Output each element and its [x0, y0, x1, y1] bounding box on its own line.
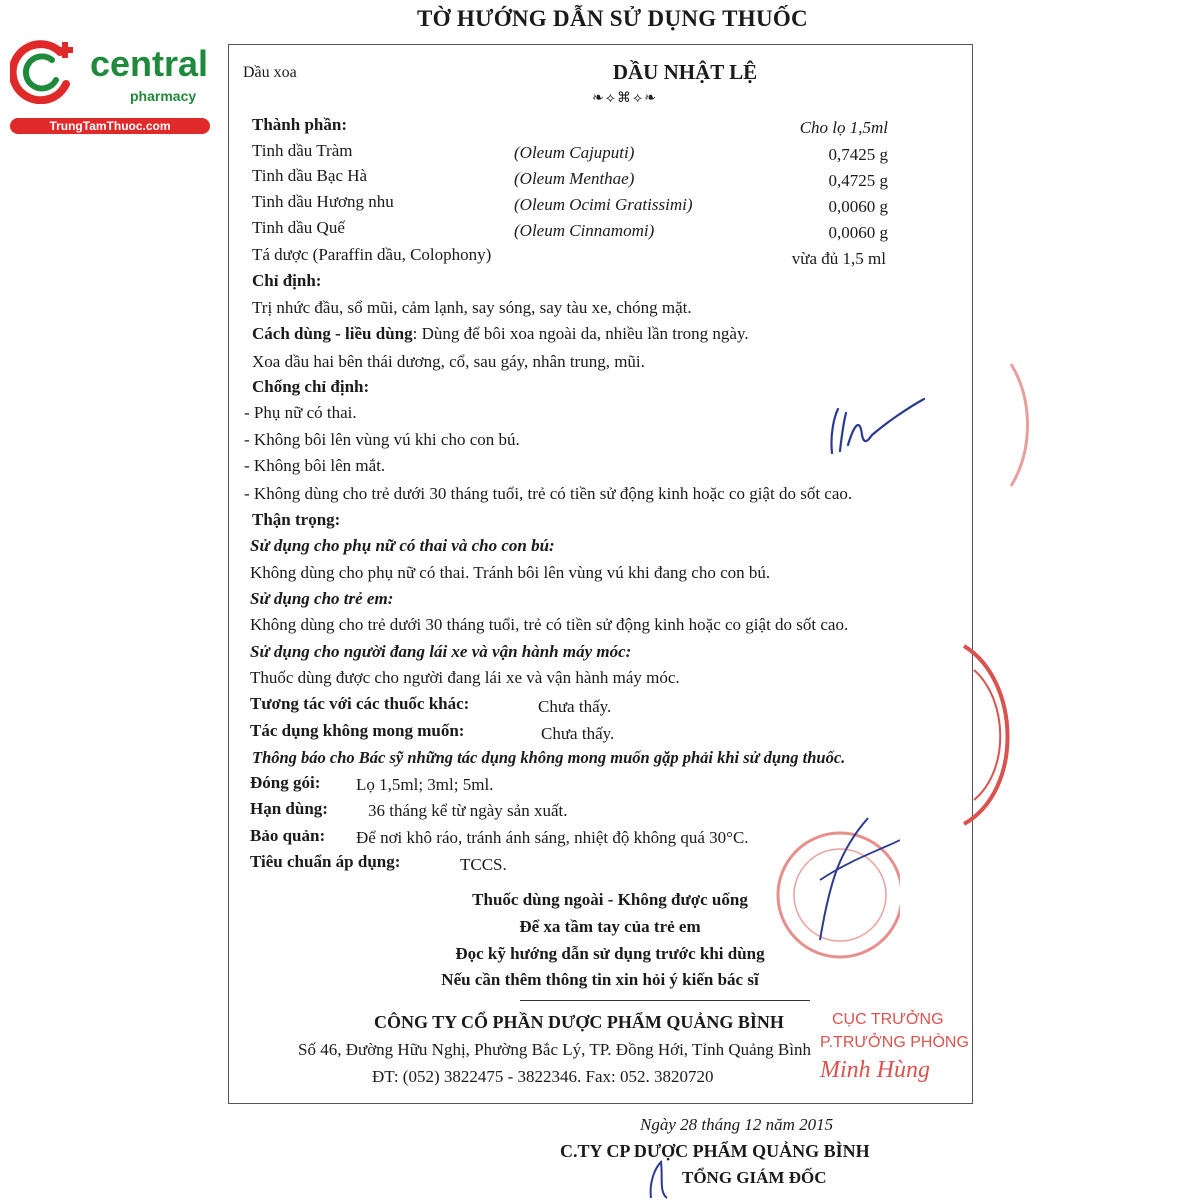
indication-heading: Chỉ định:	[252, 271, 322, 290]
caution-driving-text: Thuốc dùng được cho người đang lái xe và vận hành máy móc.	[250, 668, 680, 687]
title-ornament: ❧⟡⌘⟡❧	[592, 91, 658, 106]
caution-heading: Thận trọng:	[252, 510, 341, 529]
standard-label: Tiêu chuẩn áp dụng:	[250, 852, 401, 871]
document-category: Dầu xoa	[243, 64, 297, 81]
handwritten-signature	[820, 395, 930, 465]
side-effect-value: Chưa thấy.	[541, 724, 615, 743]
excipient-name: Tá dược (Paraffin dầu, Colophony)	[252, 245, 492, 264]
contraindication-heading: Chống chỉ định:	[252, 377, 370, 396]
footer-signature	[645, 1158, 685, 1200]
caution-pregnancy-text: Không dùng cho phụ nữ có thai. Tránh bôi lên vùng vú khi đang cho con bú.	[250, 563, 771, 582]
stamp-edge-fragment	[1005, 360, 1035, 490]
usage-heading: Cách dùng - liều dùng	[252, 324, 413, 343]
warning-line: Nếu cần thêm thông tin xin hỏi ý kiến bác sĩ	[441, 970, 759, 989]
central-pharmacy-logo-icon	[10, 38, 80, 104]
company-name: CÔNG TY CỔ PHẦN DƯỢC PHẨM QUẢNG BÌNH	[374, 1012, 784, 1032]
usage-text: : Dùng để bôi xoa ngoài da, nhiều lần trong ngày.	[412, 324, 749, 343]
ingredient-name: Tinh dầu Quế	[252, 218, 345, 237]
logo-brand: central	[90, 43, 209, 84]
logo[interactable]	[10, 38, 215, 138]
logo-subtitle: pharmacy	[130, 88, 197, 104]
composition-per-unit: Cho lọ 1,5ml	[799, 118, 888, 137]
footer-company: C.TY CP DƯỢC PHẨM QUẢNG BÌNH	[560, 1141, 870, 1161]
ingredient-name: Tinh dầu Hương nhu	[252, 192, 394, 211]
notify-doctor-text: Thông báo cho Bác sỹ những tác dụng không mong muốn gặp phải khi sử dụng thuốc.	[252, 748, 846, 767]
warning-line: Đọc kỹ hướng dẫn sử dụng trước khi dùng	[455, 944, 765, 963]
ingredient-amount: 0,0060 g	[828, 223, 888, 242]
warning-line: Để xa tầm tay của trẻ em	[519, 917, 701, 936]
excipient-amount: vừa đủ 1,5 ml	[791, 249, 886, 268]
footer-date: Ngày 28 tháng 12 năm 2015	[640, 1115, 834, 1134]
packing-label: Đóng gói:	[250, 773, 321, 792]
ingredient-latin: (Oleum Cajuputi)	[514, 143, 635, 162]
expiry-label: Hạn dùng:	[250, 799, 328, 818]
ingredient-latin: (Oleum Ocimi Gratissimi)	[514, 195, 693, 214]
page-title: TỜ HƯỚNG DẪN SỬ DỤNG THUỐC	[417, 6, 808, 31]
usage-text-2: Xoa dầu hai bên thái dương, cổ, sau gáy, nhân trung, mũi.	[252, 352, 645, 371]
packing-value: Lọ 1,5ml; 3ml; 5ml.	[356, 775, 494, 794]
product-title: DẦU NHẬT LỆ	[612, 60, 758, 84]
footer-role: TỔNG GIÁM ĐỐC	[682, 1168, 827, 1187]
contraindication-item: - Phụ nữ có thai.	[244, 403, 357, 422]
storage-value: Để nơi khô ráo, tránh ánh sáng, nhiệt độ không quá 30°C.	[356, 828, 749, 847]
interaction-value: Chưa thấy.	[538, 697, 612, 716]
warning-underline	[520, 1000, 810, 1001]
ingredient-amount: 0,4725 g	[828, 171, 888, 190]
stamp-title-1: CỤC TRƯỞNG	[832, 1011, 944, 1028]
contraindication-item: - Không dùng cho trẻ dưới 30 tháng tuổi, trẻ có tiền sử động kinh hoặc co giật do sốt cao.	[244, 484, 853, 503]
contraindication-item: - Không bôi lên mắt.	[244, 456, 386, 475]
stamp-title-2: P.TRƯỞNG PHÒNG	[820, 1034, 969, 1051]
ingredient-name: Tinh dầu Bạc Hà	[252, 166, 368, 185]
company-contact: ĐT: (052) 3822475 - 3822346. Fax: 052. 3820720	[372, 1067, 714, 1086]
contraindication-item: - Không bôi lên vùng vú khi cho con bú.	[244, 430, 520, 449]
ingredient-name: Tinh dầu Tràm	[252, 141, 353, 160]
composition-heading: Thành phần:	[252, 115, 347, 134]
caution-children-text: Không dùng cho trẻ dưới 30 tháng tuổi, trẻ có tiền sử động kinh hoặc co giật do sốt cao.	[250, 615, 849, 634]
caution-driving-heading: Sử dụng cho người đang lái xe và vận hành máy móc:	[250, 642, 632, 661]
side-effect-label: Tác dụng không mong muốn:	[250, 721, 465, 740]
indication-text: Trị nhức đầu, sổ mũi, cảm lạnh, say sóng, say tàu xe, chóng mặt.	[252, 298, 692, 317]
ingredient-amount: 0,0060 g	[828, 197, 888, 216]
expiry-value: 36 tháng kể từ ngày sản xuất.	[368, 801, 568, 820]
caution-children-heading: Sử dụng cho trẻ em:	[250, 589, 394, 608]
ingredient-amount: 0,7425 g	[828, 145, 888, 164]
storage-label: Bảo quản:	[250, 826, 326, 845]
warning-line: Thuốc dùng ngoài - Không được uống	[472, 890, 748, 909]
stamp-signer-name: Minh Hùng	[820, 1057, 930, 1083]
interaction-label: Tương tác với các thuốc khác:	[250, 694, 470, 713]
logo-site-badge[interactable]: TrungTamThuoc.com	[10, 118, 210, 134]
ingredient-latin: (Oleum Menthae)	[514, 169, 635, 188]
ingredient-latin: (Oleum Cinnamomi)	[514, 221, 655, 240]
company-address: Số 46, Đường Hữu Nghị, Phường Bắc Lý, TP. Đồng Hới, Tỉnh Quảng Bình	[298, 1040, 811, 1059]
standard-value: TCCS.	[460, 855, 507, 874]
usage-line	[252, 324, 749, 344]
caution-pregnancy-heading: Sử dụng cho phụ nữ có thai và cho con bú:	[250, 536, 555, 555]
